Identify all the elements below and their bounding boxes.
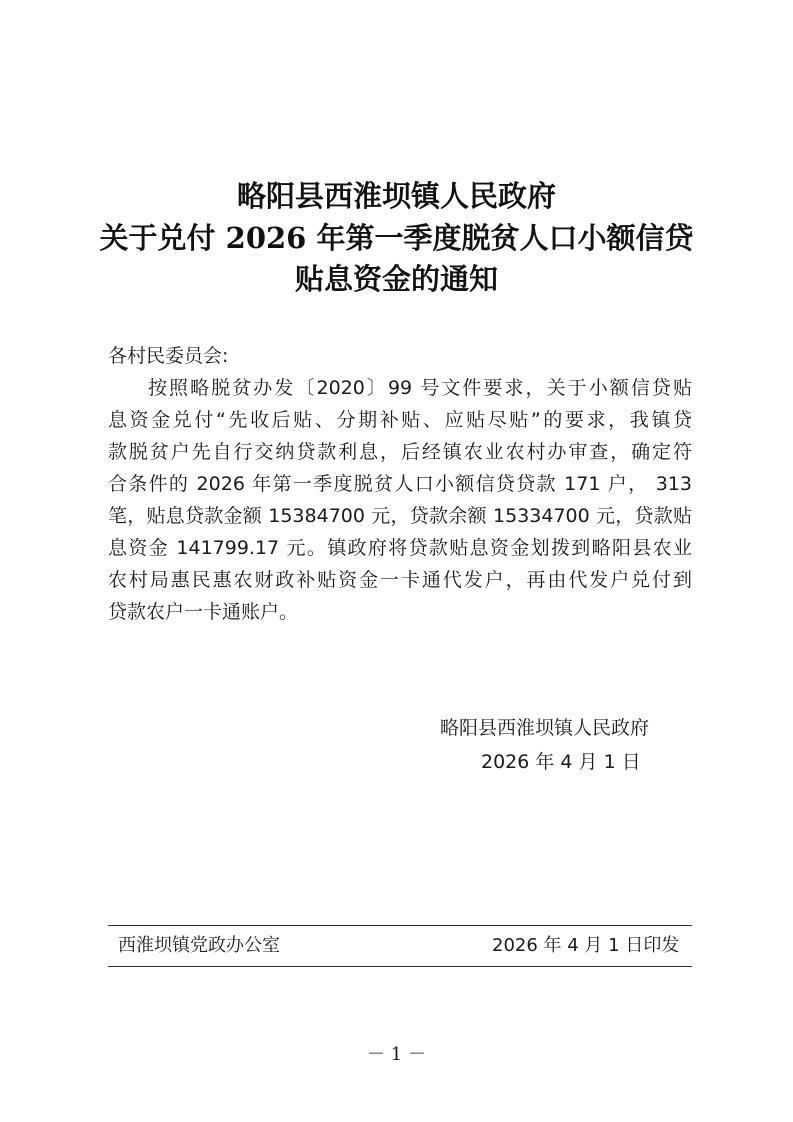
page-number: － 1 － [367,1044,426,1065]
footer-rule-top [108,925,692,926]
title-line-1: 略阳县西淮坝镇人民政府 [236,179,556,213]
body-line: 息资金兑付“先收后贴、分期补贴、应贴尽贴”的要求，我镇贷 [108,409,692,431]
body-paragraph [108,372,692,628]
body-line: 按照略脱贫办发〔2020〕99 号文件要求，关于小额信贷贴 [148,377,692,399]
body-line: 农村局惠民惠农财政补贴资金一卡通代发户，再由代发户兑付到 [108,569,692,591]
title-line-2: 关于兑付 2026 年第一季度脱贫人口小额信贷 [99,221,694,255]
body-line: 贷款农户一卡通账户。 [108,601,299,623]
title-line-3: 贴息资金的通知 [294,262,498,296]
footer-office: 西淮坝镇党政办公室 [118,935,280,956]
body-line: 笔，贴息贷款金额 15384700 元，贷款余额 15334700 元，贷款贴 [108,505,692,527]
body-line: 合条件的 2026 年第一季度脱贫人口小额信贷贷款 171 户， 313 [108,473,692,495]
signature-issuer: 略阳县西淮坝镇人民政府 [440,717,650,739]
body-line: 款脱贫户先自行交纳贷款利息，后经镇农业农村办审查，确定符 [108,441,692,463]
footer-rule-bottom [108,966,692,967]
salutation: 各村民委员会: [108,345,229,367]
signature-date: 2026 年 4 月 1 日 [481,751,641,773]
body-line: 息资金 141799.17 元。镇政府将贷款贴息资金划拨到略阳县农业 [108,537,692,559]
footer-print-date: 2026 年 4 月 1 日印发 [492,935,680,956]
